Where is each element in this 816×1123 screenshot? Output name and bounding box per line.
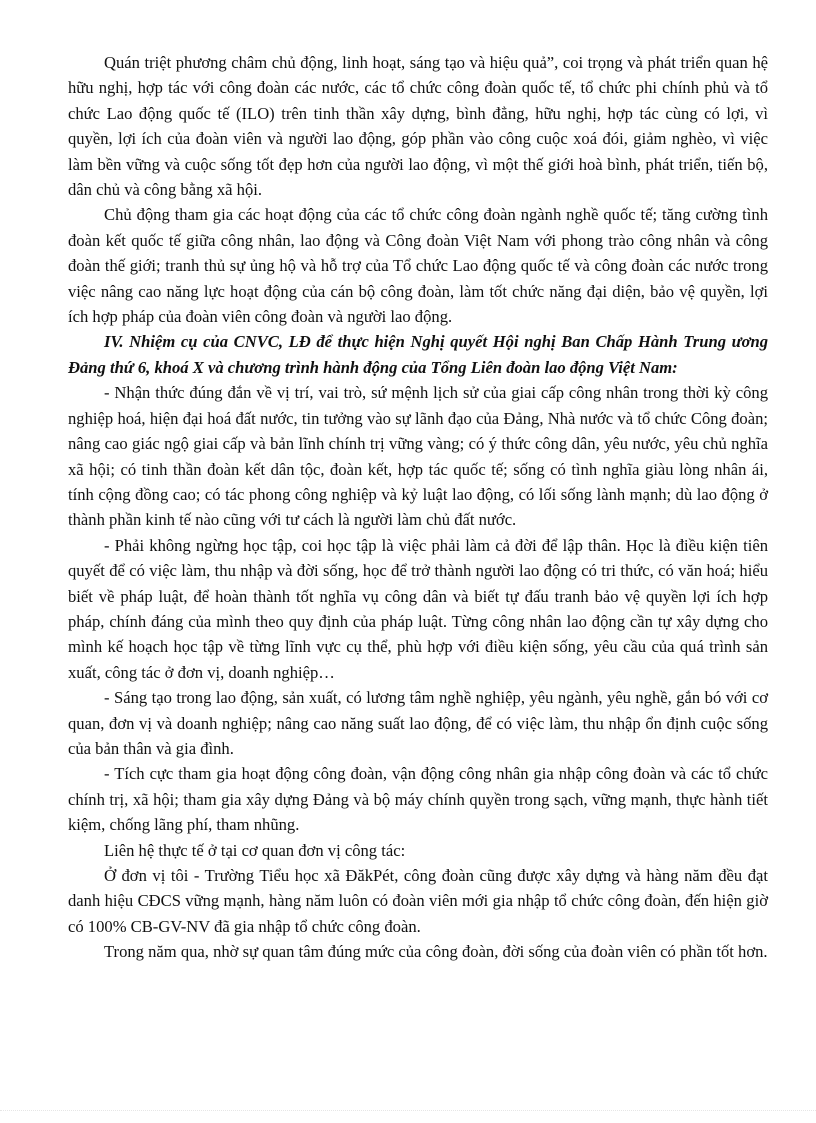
paragraph-conclusion: Trong năm qua, nhờ sự quan tâm đúng mức của công đoàn, đời sống của đoàn viên có phần tốt hơn.: [104, 942, 768, 962]
paragraph-intro: Quán triệt phương châm chủ động, linh hoạt, sáng tạo và hiệu quả”, coi trọng và phát triển quan hệ hữu nghị, hợp tác với công đoàn các nước, các tổ chức công đoàn quốc tế, tổ chức phi chính phủ và tổ chức Lao động quốc tế (ILO) trên tinh thần xây dựng, bình đẳng, hữu nghị, hợp tác cùng có lợi, vì quyền, lợi ích của đoàn viên và người lao động, góp phần vào công cuộc xoá đói, giảm nghèo, vì việc làm bền vững và cuộc sống tốt đẹp hơn của người lao động, vì một thế giới hoà bình, phát triển, tiến bộ, dân chủ và công bằng xã hội.: [68, 53, 768, 200]
page-bottom-divider: [0, 1110, 816, 1111]
section-heading-iv: IV. Nhiệm cụ của CNVC, LĐ để thực hiện Nghị quyết Hội nghị Ban Chấp Hành Trung ương Đảng thứ 6, khoá X và chương trình hành động của Tổng Liên đoàn lao động Việt Nam:: [68, 332, 768, 377]
paragraph-practice-heading: Liên hệ thực tế ở tại cơ quan đơn vị công tác:: [104, 840, 406, 860]
paragraph-learning: - Phải không ngừng học tập, coi học tập là việc phải làm cả đời để lập thân. Học là điều kiện tiên quyết để có việc làm, thu nhập và đời sống, học để trở thành người lao động có tri thức, có văn hoá; hiểu biết về pháp luật, để hoàn thành tốt nghĩa vụ công dân và biết tự đấu tranh bảo vệ quyền lợi ích hợp pháp, chính đáng của mình theo quy định của pháp luật. Từng công nhân lao động cần tự xây dựng cho mình kế hoạch học tập về từng lĩnh vực cụ thể, phù hợp với điều kiện sống, yêu cầu của quá trình sản xuất, công tác ở đơn vị, doanh nghiệp…: [68, 535, 768, 682]
paragraph-awareness: - Nhận thức đúng đắn về vị trí, vai trò, sứ mệnh lịch sử của giai cấp công nhân trong thời kỳ công nghiệp hoá, hiện đại hoá đất nước, tin tưởng vào sự lãnh đạo của Đảng, Nhà nước và tổ chức Công đoàn; nâng cao giác ngộ giai cấp và bản lĩnh chính trị vững vàng; có ý thức công dân, yêu nước, yêu chủ nghĩa xã hội; có tinh thần đoàn kết dân tộc, đoàn kết, hợp tác quốc tế; sống có tình nghĩa giàu lòng nhân ái, tính cộng đồng cao; có tác phong công nghiệp và kỷ luật lao động, có lối sống lành mạnh; dù lao động ở thành phần kinh tế nào cũng với tư cách là người làm chủ đất nước.: [68, 383, 768, 530]
document-body: [68, 50, 768, 965]
paragraph-international: Chủ động tham gia các hoạt động của các tổ chức công đoàn ngành nghề quốc tế; tăng cường tình đoàn kết quốc tế giữa công nhân, lao động và Công đoàn Việt Nam với phong trào công nhân và công đoàn thế giới; tranh thủ sự ủng hộ và hỗ trợ của Tổ chức Lao động quốc tế và công đoàn các nước trong việc nâng cao năng lực hoạt động của cán bộ công đoàn, làm tốt chức năng đại diện, bảo vệ quyền, lợi ích hợp pháp của đoàn viên công đoàn và người lao động.: [68, 205, 768, 327]
paragraph-participation: - Tích cực tham gia hoạt động công đoàn, vận động công nhân gia nhập công đoàn và các tổ chức chính trị, xã hội; tham gia xây dựng Đảng và bộ máy chính quyền trong sạch, vững mạnh, thực hành tiết kiệm, chống lãng phí, tham nhũng.: [68, 764, 768, 835]
paragraph-creativity: - Sáng tạo trong lao động, sản xuất, có lương tâm nghề nghiệp, yêu ngành, yêu nghề, gắn bó với cơ quan, đơn vị và doanh nghiệp; nâng cao năng suất lao động, để có việc làm, thu nhập ổn định cuộc sống của bản thân và gia đình.: [68, 688, 768, 758]
paragraph-school: Ở đơn vị tôi - Trường Tiểu học xã ĐăkPét, công đoàn cũng được xây dựng và hàng năm đều đạt danh hiệu CĐCS vững mạnh, hàng năm luôn có đoàn viên mới gia nhập tổ chức công đoàn, đến hiện giờ có 100% CB-GV-NV đã gia nhập tổ chức công đoàn.: [68, 866, 768, 936]
